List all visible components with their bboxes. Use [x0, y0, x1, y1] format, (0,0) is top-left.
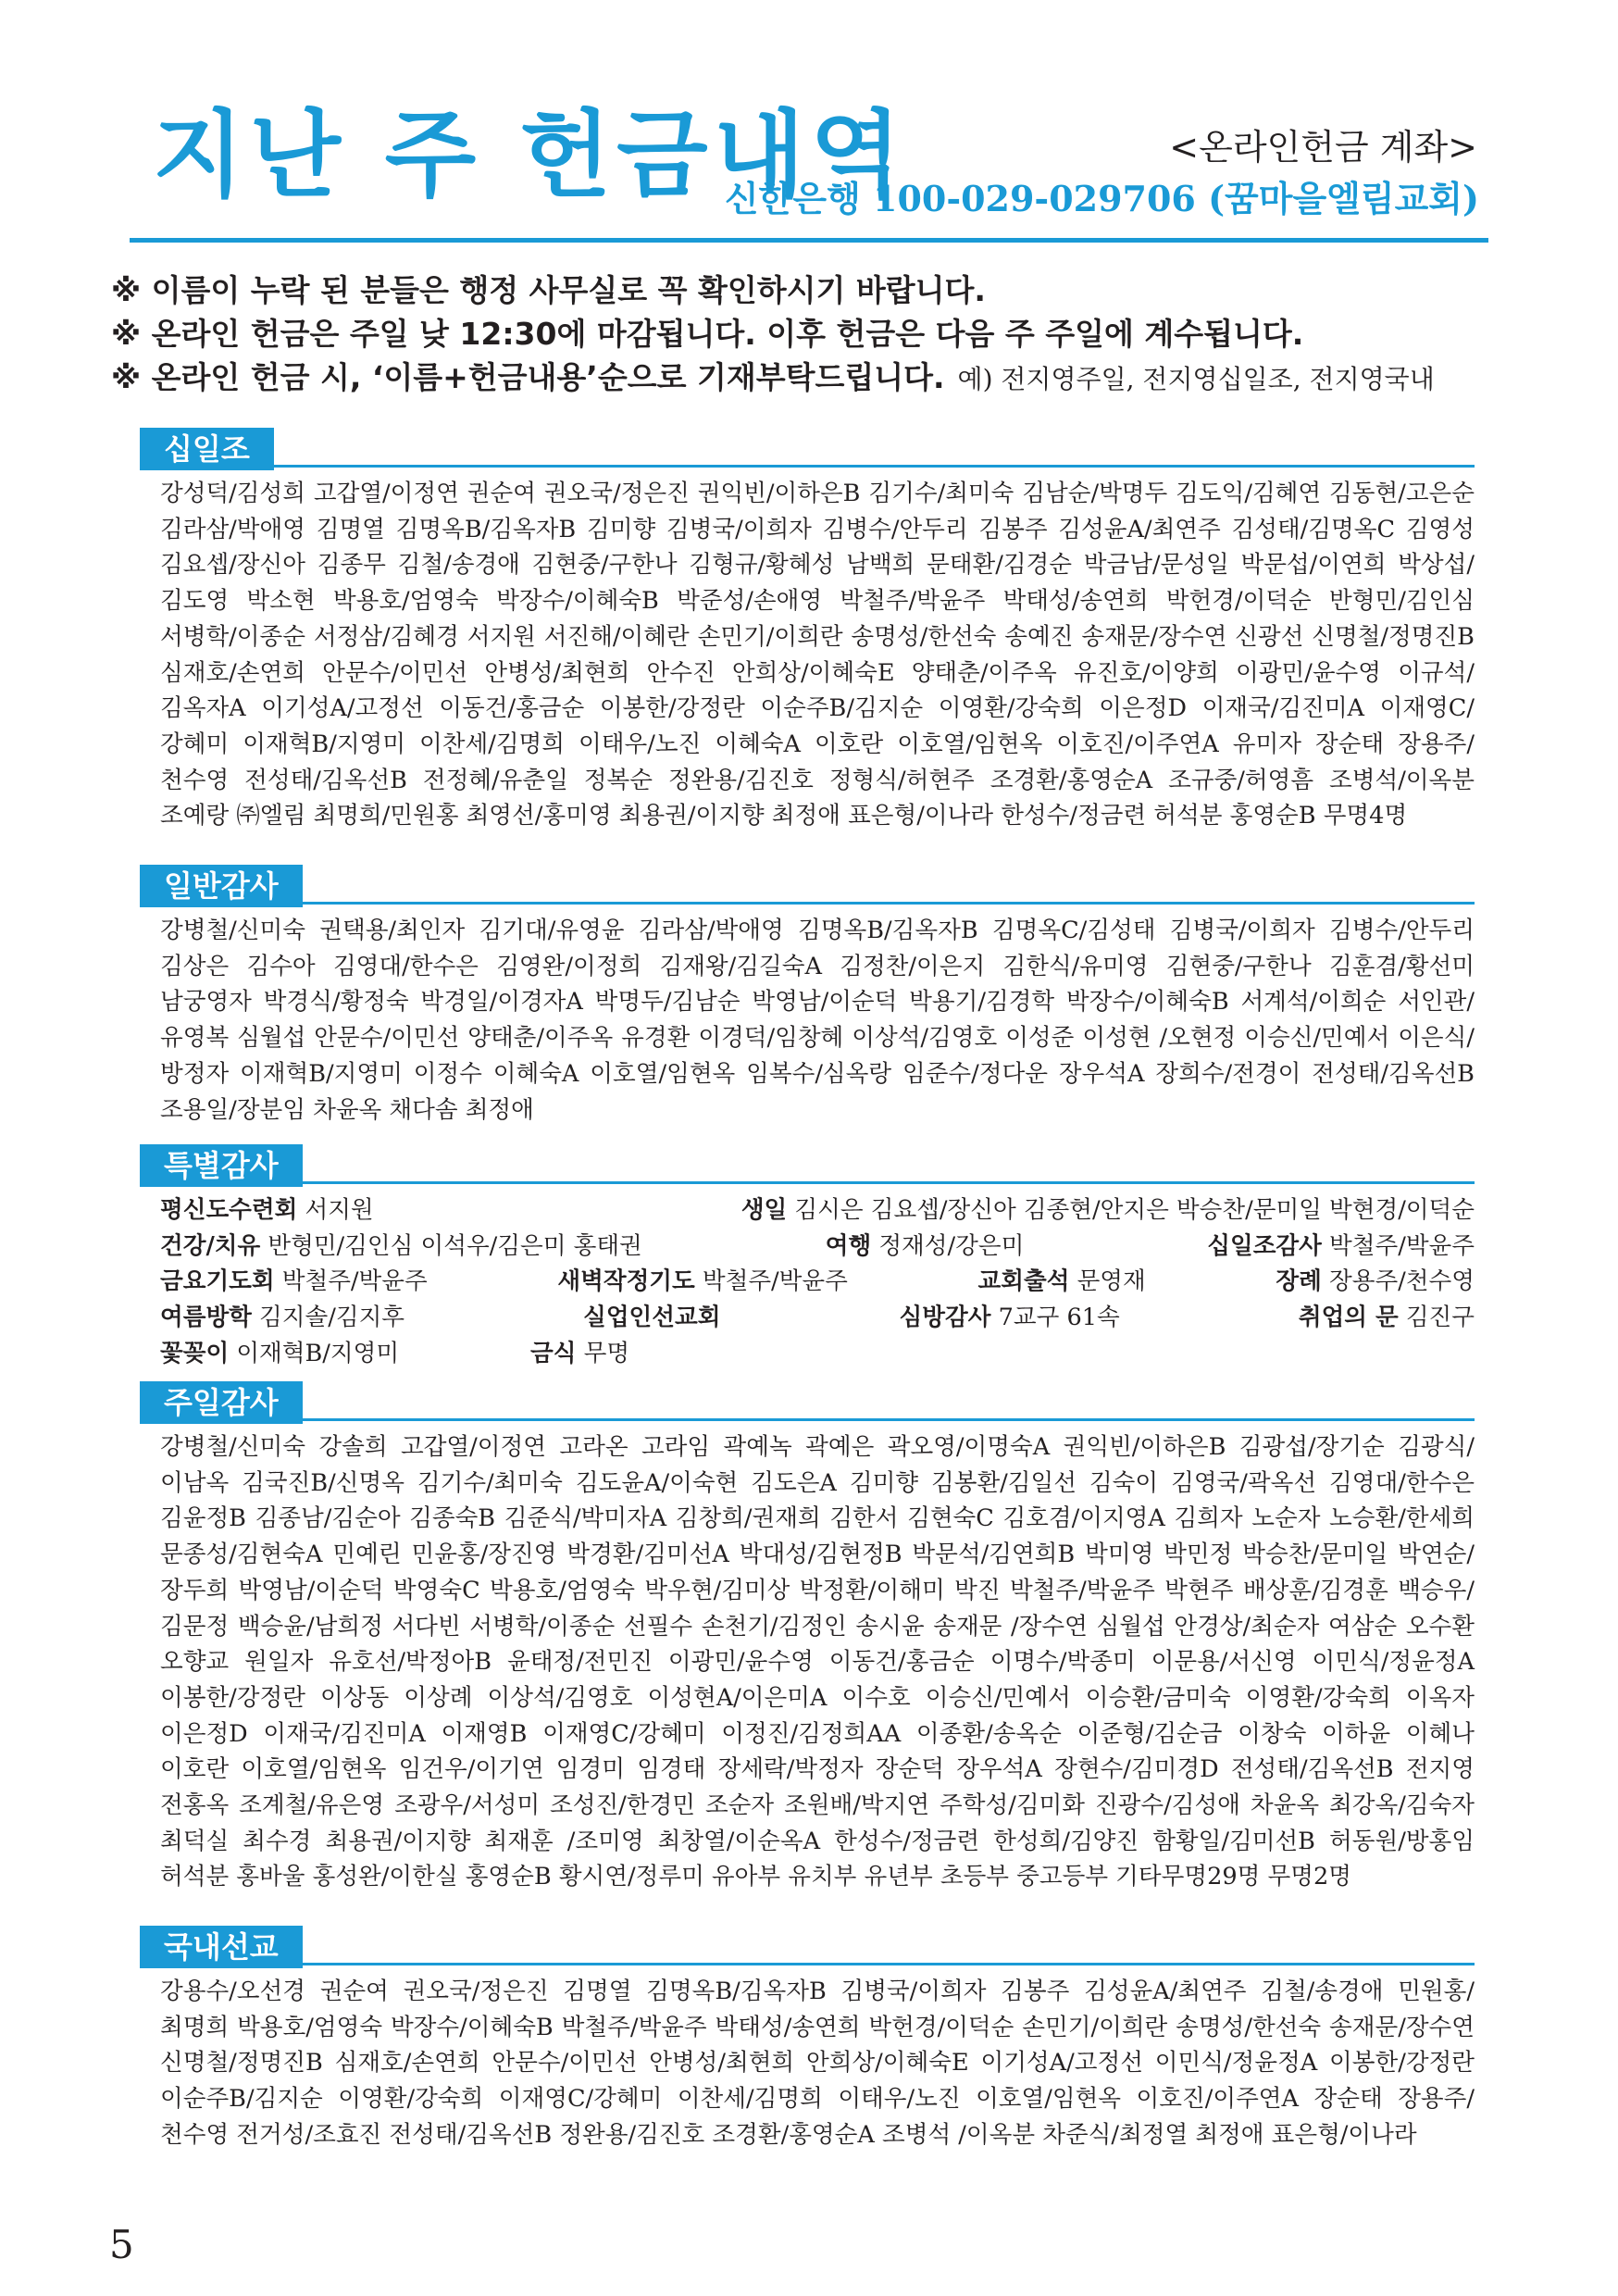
special-item: [160, 1229, 642, 1265]
section-label: 국내선교: [140, 1926, 303, 1968]
account-label: <온라인헌금 계좌>: [1169, 127, 1477, 168]
section-label: 주일감사: [140, 1381, 303, 1424]
special-value: 문영재: [1077, 1267, 1146, 1296]
section-sunday-thanks: [160, 1381, 1475, 1895]
special-key: 금식: [530, 1339, 577, 1367]
special-row: [160, 1336, 1475, 1372]
notice-item: [111, 356, 1509, 401]
notice-example: 예) 전지영주일, 전지영십일조, 전지영국내: [957, 364, 1435, 394]
special-thanks-grid: [160, 1192, 1475, 1372]
special-key: 십일조감사: [1207, 1231, 1322, 1260]
special-row: [160, 1264, 1475, 1300]
special-value: 정재성/강은미: [878, 1231, 1025, 1260]
section-names: 강성덕/김성희 고갑열/이정연 권순여 권오국/정은진 권익빈/이하은B 김기수/최미숙 김남순/박명두 김도익/김혜연 김동현/고은순 김라삼/박애영 김명열 김명옥B/김옥자B 김미향 김병국/이희자 김병수/안두리 김봉주 김성윤A/최연주 김성태/김명옥C 김영성 김요셉/장신아 김종무 김철/송경애 김현중/구한나 김형규/황혜성 남백희 문태환/김경순 박금남/문성일 박문섭/이연희 박상섭/김도영 박소현 박용호/엄영숙 박장수/이혜숙B 박준성/손애영 박철주/박윤주 박태성/송연희 박헌경/이덕순 반형민/김인심 서병학/이종순 서정삼/김혜경 서지원 서진해/이혜란 손민기/이희란 송명성/한선숙 송예진 송재문/장수연 신광선 신명철/정명진B 심재호/손연희 안문수/이민선 안병성/최현희 안수진 안희상/이혜숙E 양태춘/이주옥 유진호/이양희 이광민/윤수영 이규석/김옥자A 이기성A/고정선 이동건/홍금순 이봉한/강정란 이순주B/김지순 이영환/강숙희 이은정D 이재국/김진미A 이재영C/강혜미 이재혁B/지영미 이찬세/김명희 이태우/노진 이혜숙A 이호란 이호열/임현옥 이호진/이주연A 유미자 장순태 장용주/천수영 전성태/김옥선B 전정혜/유춘일 정복순 정완용/김진호 정형식/허현주 조경환/홍영순A 조규중/허영흠 조병석/이옥분 조예랑 ㈜엘림 최명희/민원홍 최영선/홍미영 최용권/이지향 최정애 표은형/이나라 한성수/정금련 허석분 홍영순B 무명4명: [160, 480, 1475, 830]
special-value: 반형민/김인심 이석우/김은미 홍태권: [268, 1231, 642, 1260]
special-item: [586, 1192, 1475, 1229]
special-key: 장례: [1276, 1267, 1322, 1296]
section-names: 강병철/신미숙 강솔희 고갑열/이정연 고라온 고라임 곽예녹 곽예은 곽오영/이명숙A 권익빈/이하은B 김광섭/장기순 김광식/이남옥 김국진B/신명옥 김기수/최미숙 김도윤A/이숙현 김도은A 김미향 김봉환/김일선 김숙이 김영국/곽옥선 김영대/한수은 김윤정B 김종남/김순아 김종숙B 김준식/박미자A 김창희/권재희 김한서 김현숙C 김호겸/이지영A 김희자 노순자 노승환/한세희 문종성/김현숙A 민예린 민윤홍/장진영 박경환/김미선A 박대성/김현정B 박문석/김연희B 박미영 박민정 박승찬/문미일 박연순/장두희 박영남/이순덕 박영숙C 박용호/엄영숙 박우현/김미상 박정환/이해미 박진 박철주/박윤주 박현주 배상훈/김경훈 백승우/김문정 백승윤/남희정 서다빈 서병학/이종순 선필수 손천기/김정인 송시윤 송재문 /장수연 심월섭 안경상/최순자 여삼순 오수환 오향교 원일자 유호선/박정아B 윤태정/전민진 이광민/윤수영 이동건/홍금순 이명수/박종미 이문용/서신영 이민식/정윤정A 이봉한/강정란 이상동 이상례 이상석/김영호 이성현A/이은미A 이수호 이승신/민예서 이승환/금미숙 이영환/강숙희 이옥자 이은정D 이재국/김진미A 이재영B 이재영C/강혜미 이정진/김정희AA 이종환/송옥순 이준형/김순금 이창숙 이하윤 이혜나 이호란 이호열/임현옥 임건우/이기연 임경미 임경태 장세락/박정자 장순덕 장우석A 장현수/김미경D 전성태/김옥선B 전지영 전홍옥 조계철/유은영 조광우/서성미 조성진/한경민 조순자 조원배/박지연 주학성/김미화 진광수/김성애 차윤옥 최강옥/김숙자 최덕실 최수경 최용권/이지향 최재훈 /조미영 최창열/이순옥A 한성수/정금련 한성희/김양진 함황일/김미선B 허동원/방홍임 허석분 홍바울 홍성완/이한실 홍영순B 황시연/정루미 유아부 유치부 유년부 초등부 중고등부 기타무명29명 무명2명: [160, 1433, 1475, 1891]
special-key: 평신도수련회: [160, 1196, 298, 1224]
special-key: 실업인선교회: [583, 1304, 721, 1332]
section-tithe: [160, 428, 1475, 834]
special-key: 여름방학: [160, 1304, 252, 1332]
special-key: 금요기도회: [160, 1267, 275, 1296]
special-key: 꽃꽂이: [160, 1339, 230, 1367]
special-value: 서지원: [305, 1196, 374, 1224]
bank-account-info: 신한은행 100-029-029706 (꿈마을엘림교회): [724, 178, 1479, 219]
section-rule: [160, 465, 1475, 468]
section-header: [160, 1144, 1475, 1189]
section-header: [160, 1381, 1475, 1426]
section-label: 특별감사: [140, 1144, 303, 1187]
special-item: [557, 1264, 847, 1300]
notice-item: ※ 온라인 헌금은 주일 낮 12:30에 마감됩니다. 이후 헌금은 다음 주 주일에 계수됩니다.: [111, 316, 1304, 352]
special-key: 건강/치유: [160, 1231, 261, 1260]
special-row: [160, 1300, 1475, 1336]
special-key: 심방감사: [899, 1304, 991, 1332]
special-item: [160, 1336, 530, 1372]
special-item: [1207, 1229, 1475, 1265]
special-value: 박철주/박윤주: [281, 1267, 428, 1296]
section-header: [160, 1926, 1475, 1970]
special-value: 7교구 61속: [998, 1304, 1120, 1332]
section-rule: [160, 1181, 1475, 1184]
special-item: [160, 1192, 586, 1229]
special-row: [160, 1229, 1475, 1265]
notice-list: [111, 268, 1509, 401]
special-key: 여행: [825, 1231, 872, 1260]
page-title: 지난 주 헌금내역: [153, 101, 907, 211]
section-names: 강병철/신미숙 권택용/최인자 김기대/유영윤 김라삼/박애영 김명옥B/김옥자B 김명옥C/김성태 김병국/이희자 김병수/안두리 김상은 김수아 김영대/한수은 김영완/이정희 김재왕/김길숙A 김정찬/이은지 김한식/유미영 김현중/구한나 김훈겸/황선미 남궁영자 박경식/황정숙 박경일/이경자A 박명두/김남순 박영남/이순덕 박용기/김경학 박장수/이혜숙B 서계석/이희순 서인관/유영복 심월섭 안문수/이민선 양태춘/이주옥 유경환 이경덕/임창혜 이상석/김영호 이성준 이성현 /오현정 이승신/민예서 이은식/방정자 이재혁B/지영미 이정수 이혜숙A 이호열/임현옥 임복수/심옥랑 임준수/정다운 장우석A 장희수/전경이 전성태/김옥선B 조용일/장분임 차윤옥 채다솜 최정애: [160, 917, 1475, 1124]
section-header: [160, 428, 1475, 472]
special-item: [826, 1229, 1025, 1265]
special-item: [900, 1300, 1120, 1336]
special-item: [1276, 1264, 1475, 1300]
special-key: 생일: [741, 1196, 788, 1224]
notice-text: ※ 온라인 헌금 시, ‘이름+헌금내용’순으로 기재부탁드립니다.: [111, 359, 945, 395]
special-item: [160, 1264, 428, 1300]
section-rule: [160, 1418, 1475, 1421]
section-label: 십일조: [140, 428, 274, 470]
section-label: 일반감사: [140, 865, 303, 907]
special-value: 김진구: [1405, 1304, 1475, 1332]
special-key: 교회출석: [977, 1267, 1070, 1296]
section-header: [160, 865, 1475, 909]
special-value: 이재혁B/지영미: [236, 1339, 400, 1367]
special-item: [1299, 1300, 1475, 1336]
section-rule: [160, 1963, 1475, 1965]
notice-item: ※ 이름이 누락 된 분들은 행정 사무실로 꼭 확인하시기 바랍니다.: [111, 272, 986, 308]
special-value: 김지솔/김지후: [259, 1304, 405, 1332]
section-domestic-mission: [160, 1926, 1475, 2153]
special-item: [978, 1264, 1146, 1300]
section-rule: [160, 902, 1475, 905]
section-names: 강용수/오선경 권순여 권오국/정은진 김명열 김명옥B/김옥자B 김병국/이희자 김봉주 김성윤A/최연주 김철/송경애 민원홍/최명희 박용호/엄영숙 박장수/이혜숙B 박철주/박윤주 박태성/송연희 박헌경/이덕순 손민기/이희란 송명성/한선숙 송재문/장수연 신명철/정명진B 심재호/손연희 안문수/이민선 안병성/최현희 안희상/이혜숙E 이기성A/고정선 이민식/정윤정A 이봉한/강정란 이순주B/김지순 이영환/강숙희 이재영C/강혜미 이찬세/김명희 이태우/노진 이호열/임현옥 이호진/이주연A 장순태 장용주/천수영 전거성/조효진 전성태/김옥선B 정완용/김진호 조경환/홍영순A 조병석 /이옥분 차준식/최정열 최정애 표은형/이나라: [160, 1978, 1475, 2149]
special-value: 무명: [583, 1339, 630, 1367]
special-value: 장용주/천수영: [1329, 1267, 1475, 1296]
title-divider: [130, 238, 1488, 243]
special-value: 박철주/박윤주: [1329, 1231, 1475, 1260]
section-special-thanks: [160, 1144, 1475, 1372]
special-value: 김시은 김요셉/장신아 김종현/안지은 박승찬/문미일 박현경/이덕순: [794, 1196, 1475, 1224]
section-general-thanks: [160, 865, 1475, 1128]
special-item: [160, 1300, 404, 1336]
special-key: 취업의 문: [1298, 1304, 1399, 1332]
special-item: [583, 1300, 720, 1336]
special-item: [530, 1336, 629, 1372]
page-number: 5: [109, 2222, 134, 2267]
special-value: 박철주/박윤주: [702, 1267, 848, 1296]
special-key: 새벽작정기도: [557, 1267, 695, 1296]
special-row: [160, 1192, 1475, 1229]
